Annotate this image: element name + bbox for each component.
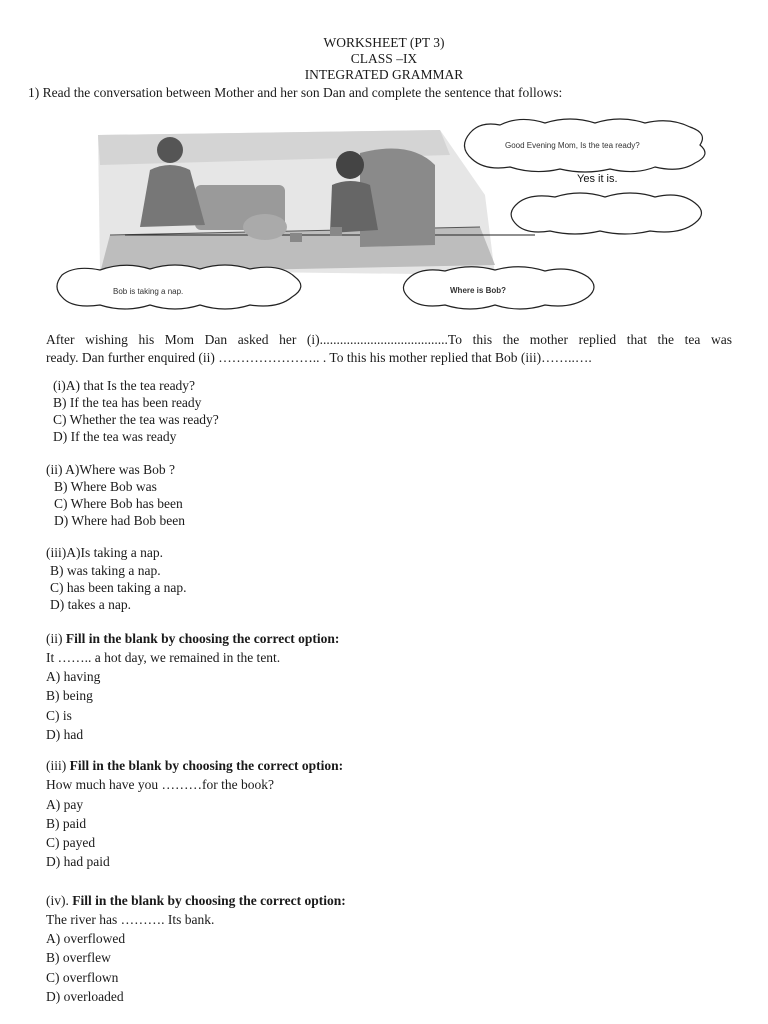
option-i-a: (i)A) that Is the tea ready? bbox=[53, 378, 196, 393]
mother-icon bbox=[157, 137, 183, 163]
option-i-b: B) If the tea has been ready bbox=[53, 395, 202, 410]
bubble-where-bob-text: Where is Bob? bbox=[450, 286, 507, 295]
q3-option-d: D) had paid bbox=[46, 854, 110, 869]
cup-icon bbox=[290, 233, 302, 242]
q3-heading bbox=[46, 757, 343, 774]
q3-sentence: How much have you ………for the book? bbox=[46, 777, 274, 792]
q2-sentence: It …….. a hot day, we remained in the tent. bbox=[46, 650, 281, 665]
q3-option-c: C) payed bbox=[46, 835, 96, 850]
option-iii-a: (iii)A)Is taking a nap. bbox=[46, 545, 163, 560]
option-i-c: C) Whether the tea was ready? bbox=[53, 412, 219, 427]
option-iii-d: D) takes a nap. bbox=[50, 597, 131, 612]
q4-option-d: D) overloaded bbox=[46, 989, 124, 1004]
option-ii-a: (ii) A)Where was Bob ? bbox=[46, 462, 175, 477]
option-i-d: D) If the tea was ready bbox=[53, 429, 177, 444]
option-iii-b: B) was taking a nap. bbox=[50, 563, 161, 578]
q2-number: (ii) bbox=[46, 631, 66, 646]
option-ii-d: D) Where had Bob been bbox=[54, 513, 185, 528]
q4-number: (iv). bbox=[46, 893, 73, 908]
q4-sentence: The river has ………. Its bank. bbox=[46, 912, 215, 927]
option-ii-b: B) Where Bob was bbox=[54, 479, 157, 494]
q4-option-c: C) overflown bbox=[46, 970, 119, 985]
q2-option-d: D) had bbox=[46, 727, 84, 742]
q2-option-c: C) is bbox=[46, 708, 72, 723]
q3-number: (iii) bbox=[46, 758, 70, 773]
bubble-greeting-text: Good Evening Mom, Is the tea ready? bbox=[505, 141, 640, 150]
q4-option-a: A) overflowed bbox=[46, 931, 126, 946]
q1-instruction: 1) Read the conversation between Mother and her son Dan and complete the sentence that follows: bbox=[28, 85, 563, 100]
q4-instruction: Fill in the blank by choosing the correct option: bbox=[72, 893, 346, 908]
q2-instruction: Fill in the blank by choosing the correct option: bbox=[65, 631, 340, 646]
bubble-bob-nap-text: Bob is taking a nap. bbox=[113, 287, 184, 296]
teapot-icon bbox=[243, 214, 287, 240]
q4-heading bbox=[46, 892, 346, 909]
q2-option-b: B) being bbox=[46, 688, 93, 703]
q3-option-a: A) pay bbox=[46, 797, 84, 812]
class-label: CLASS –IX bbox=[350, 51, 418, 66]
paragraph-line-2: ready. Dan further enquired (ii) ………………….. . To this his mother replied that Bob (iii)……..…. bbox=[46, 350, 592, 365]
son-icon bbox=[336, 151, 364, 179]
option-ii-c: C) Where Bob has been bbox=[54, 496, 183, 511]
q2-option-a: A) having bbox=[46, 669, 101, 684]
subject-label: INTEGRATED GRAMMAR bbox=[304, 67, 464, 82]
q3-instruction: Fill in the blank by choosing the correct option: bbox=[69, 758, 344, 773]
q2-heading bbox=[46, 630, 339, 647]
worksheet-title: WORKSHEET (PT 3) bbox=[323, 35, 445, 50]
bubble-reply-text: Yes it is. bbox=[577, 173, 618, 185]
q4-option-b: B) overflew bbox=[46, 950, 111, 965]
paragraph-line-1: After wishing his Mom Dan asked her (i)......................................To this the mother replied that the tea was bbox=[46, 332, 732, 347]
option-iii-c: C) has been taking a nap. bbox=[50, 580, 187, 595]
speech-bubble-empty bbox=[511, 193, 701, 234]
q3-option-b: B) paid bbox=[46, 816, 87, 831]
